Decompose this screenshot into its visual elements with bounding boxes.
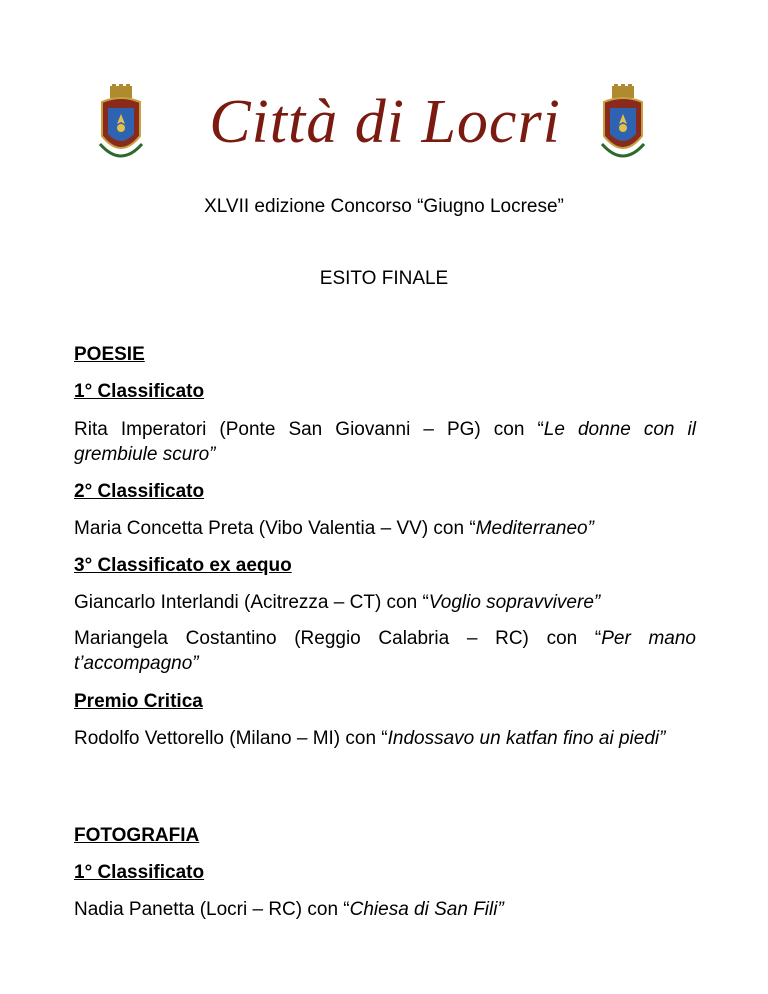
award-label: 1° Classificato bbox=[74, 381, 205, 402]
award-label: 1° Classificato bbox=[74, 862, 205, 883]
section-heading-fotografia bbox=[74, 823, 696, 848]
award-label: 3° Classificato ex aequo bbox=[74, 555, 292, 576]
letterhead bbox=[0, 78, 768, 173]
award-entry: Giancarlo Interlandi (Acitrezza – CT) con “Voglio sopravvivere” bbox=[74, 592, 601, 613]
heading-fotografia: FOTOGRAFIA bbox=[74, 825, 200, 846]
award-entry: Mariangela Costantino (Reggio Calabria – RC) con “Per mano t’accompagno” bbox=[74, 628, 696, 674]
edition-title: XLVII edizione Concorso “Giugno Locrese” bbox=[204, 196, 564, 217]
section-heading-poesie bbox=[74, 342, 696, 367]
award-entry: Maria Concetta Preta (Vibo Valentia – VV) con “Mediterraneo” bbox=[74, 518, 594, 539]
result-title: ESITO FINALE bbox=[319, 268, 449, 289]
heading-poesie: POESIE bbox=[74, 344, 145, 365]
award-label: 2° Classificato bbox=[74, 481, 205, 502]
award-entry: Rita Imperatori (Ponte San Giovanni – PG) con “Le donne con il grembiule scuro” bbox=[74, 419, 696, 465]
coat-of-arms-left bbox=[96, 84, 146, 168]
award-entry: Rodolfo Vettorello (Milano – MI) con “Indossavo un katfan fino ai piedi” bbox=[74, 728, 666, 749]
award-label: Premio Critica bbox=[74, 691, 203, 712]
award-entry: Nadia Panetta (Locri – RC) con “Chiesa di San Fili” bbox=[74, 899, 504, 920]
city-logo-text: Città di Locri bbox=[209, 88, 561, 156]
coat-of-arms-right bbox=[598, 84, 648, 168]
